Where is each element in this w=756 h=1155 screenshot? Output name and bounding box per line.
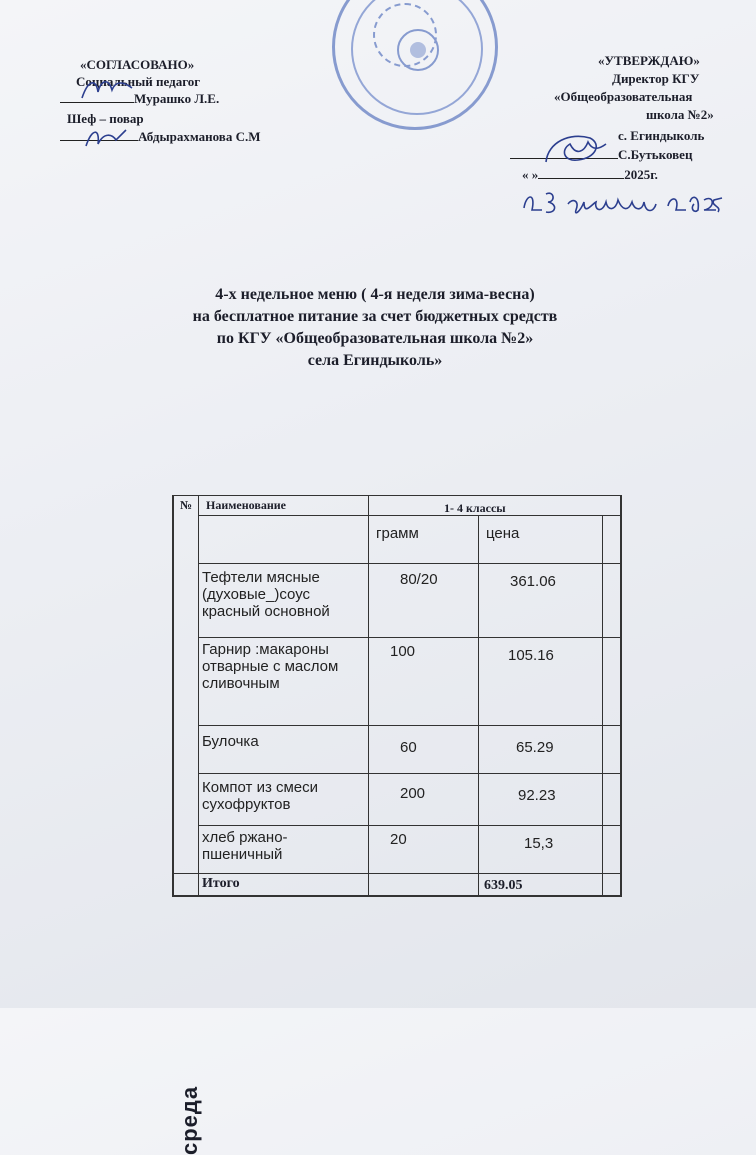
agreed-label: «СОГЛАСОВАНО» bbox=[80, 57, 195, 72]
signer-2-name: Абдырахманова С.М bbox=[138, 129, 261, 144]
menu-table bbox=[172, 495, 622, 1155]
title-line-3: по КГУ «Общеобразовательная школа №2» bbox=[216, 330, 534, 347]
title-line-2: на бесплатное питание за счет бюджетных средств bbox=[192, 308, 558, 325]
total-label: Итого bbox=[202, 876, 240, 891]
official-stamp bbox=[332, 0, 498, 130]
title-line-1: 4-х недельное меню ( 4-я неделя зима-весна) bbox=[215, 286, 535, 303]
table-row-1-name: Тефтели мясные (духовые_)соус красный основной bbox=[202, 569, 330, 620]
day-label: среда bbox=[177, 1085, 202, 1155]
chef-role: Шеф – повар bbox=[67, 111, 144, 126]
director-role: Директор КГУ bbox=[612, 71, 700, 86]
table-row-2-gram: 100 bbox=[390, 643, 416, 660]
table-row-4-gram: 200 bbox=[400, 785, 426, 802]
org-line-2: школа №2» bbox=[646, 107, 714, 122]
price-header: цена bbox=[486, 525, 520, 542]
social-pedagogue-role: Социальный педагог bbox=[76, 74, 201, 89]
table-row-2-price: 105.16 bbox=[508, 647, 554, 664]
signature-1 bbox=[78, 70, 138, 106]
col-name-header: Наименование bbox=[206, 498, 286, 512]
place-label: с. Егиндыколь bbox=[618, 128, 705, 143]
table-row-3-price: 65.29 bbox=[516, 739, 554, 756]
table-row-3-gram: 60 bbox=[400, 739, 417, 756]
table-row-5-price: 15,3 bbox=[524, 835, 554, 852]
title-line-4: села Егиндыколь» bbox=[307, 352, 443, 369]
table-row-1-price: 361.06 bbox=[510, 573, 556, 590]
menu-title bbox=[90, 284, 660, 372]
table-row-2-name: Гарнир :макароны отварные с маслом сливочным bbox=[202, 641, 339, 692]
gram-header: грамм bbox=[376, 525, 419, 542]
year-label: 2025г. bbox=[624, 167, 658, 182]
col-num-header: № bbox=[180, 498, 193, 512]
handwritten-date bbox=[518, 180, 728, 220]
signer-1-name: Мурашко Л.Е. bbox=[134, 91, 220, 106]
table-row-4-price: 92.23 bbox=[518, 787, 556, 804]
director-signature bbox=[540, 128, 610, 170]
approve-label: «УТВЕРЖДАЮ» bbox=[598, 53, 700, 68]
table-row-5-gram: 20 bbox=[390, 831, 407, 848]
org-line-1: «Общеобразовательная bbox=[554, 89, 693, 104]
table-row-3-name: Булочка bbox=[202, 733, 259, 750]
table-row-4-name: Компот из смеси сухофруктов bbox=[202, 779, 319, 813]
table-row-1-gram: 80/20 bbox=[400, 571, 438, 588]
director-name: С.Бутьковец bbox=[618, 147, 693, 162]
col-classes-header: 1- 4 классы bbox=[444, 501, 506, 515]
signature-2 bbox=[82, 122, 132, 152]
table-row-5-name: хлеб ржано-пшеничный bbox=[202, 829, 288, 863]
date-line: « » 2025г. bbox=[522, 167, 658, 182]
total-value: 639.05 bbox=[484, 878, 523, 893]
